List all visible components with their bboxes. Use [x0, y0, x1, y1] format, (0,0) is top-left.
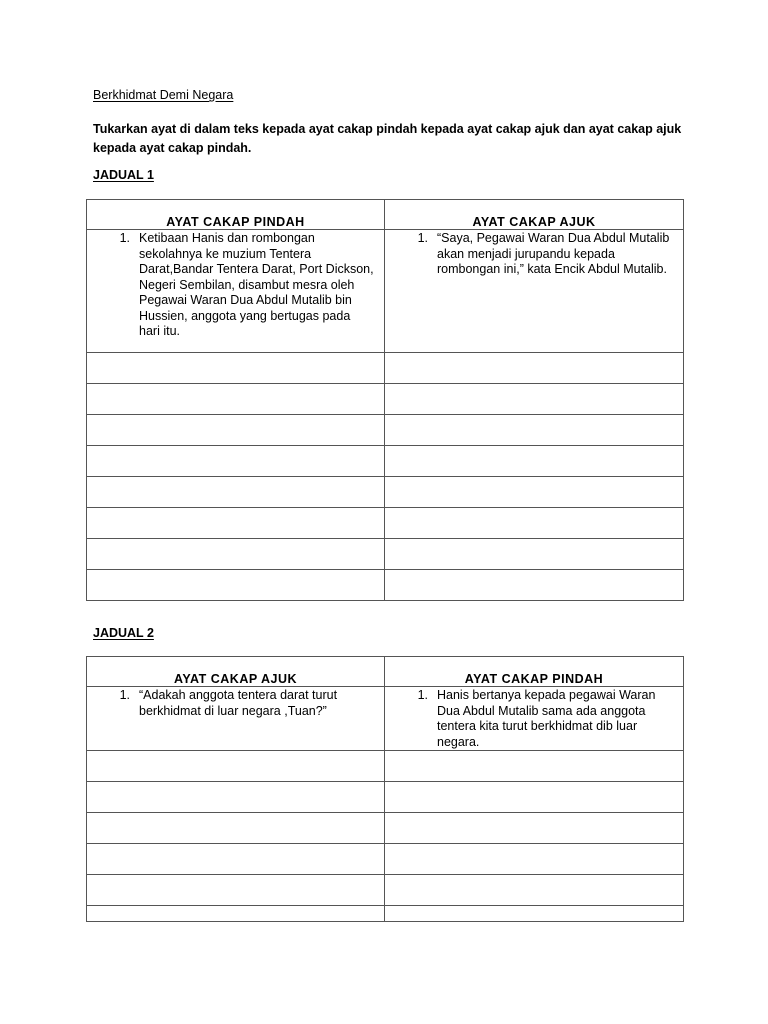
blank-row: [87, 477, 684, 508]
blank-cell: [87, 906, 385, 922]
blank-row: [87, 751, 684, 782]
item-text: “Adakah anggota tentera darat turut berkhidmat di luar negara ,Tuan?”: [139, 688, 338, 718]
blank-cell: [87, 844, 385, 875]
blank-cell: [87, 751, 385, 782]
blank-row: [87, 875, 684, 906]
column-header-cakap-ajuk: AYAT CAKAP AJUK: [385, 200, 684, 230]
item-number: 1.: [417, 231, 428, 245]
blank-cell: [385, 570, 684, 601]
blank-cell: [385, 477, 684, 508]
item-number: 1.: [119, 688, 130, 702]
list-item: [87, 230, 384, 340]
blank-cell: [385, 508, 684, 539]
blank-cell: [385, 415, 684, 446]
blank-cell: [385, 844, 684, 875]
table-header-row: [87, 657, 684, 687]
blank-cell: [87, 446, 385, 477]
jadual-1-table: [86, 199, 684, 601]
blank-cell: [87, 539, 385, 570]
blank-row: [87, 570, 684, 601]
blank-cell: [87, 782, 385, 813]
list-item: [87, 687, 384, 719]
blank-cell: [385, 906, 684, 922]
column-header-cakap-pindah: AYAT CAKAP PINDAH: [87, 200, 385, 230]
blank-cell: [385, 539, 684, 570]
table-cell: [87, 687, 385, 751]
instruction-text: Tukarkan ayat di dalam teks kepada ayat cakap pindah kepada ayat cakap ajuk dan ayat cakap ajuk kepada ayat cakap pindah.: [93, 122, 682, 155]
column-header-cakap-ajuk: AYAT CAKAP AJUK: [87, 657, 385, 687]
jadual-2-table: [86, 656, 684, 922]
jadual-1-label: JADUAL 1: [93, 168, 154, 182]
blank-cell: [385, 751, 684, 782]
table-header-row: [87, 200, 684, 230]
item-text: “Saya, Pegawai Waran Dua Abdul Mutalib akan menjadi jurupandu kepada rombongan ini,” kata Encik Abdul Mutalib.: [437, 231, 670, 276]
blank-cell: [87, 415, 385, 446]
jadual-2-label: JADUAL 2: [93, 626, 154, 640]
list-item: [385, 687, 683, 750]
blank-cell: [385, 782, 684, 813]
blank-cell: [385, 384, 684, 415]
table-cell: [385, 230, 684, 353]
blank-row: [87, 384, 684, 415]
table-cell: [87, 230, 385, 353]
blank-row: [87, 906, 684, 922]
blank-row: [87, 813, 684, 844]
table-row: [87, 230, 684, 353]
blank-cell: [87, 353, 385, 384]
blank-cell: [87, 875, 385, 906]
blank-row: [87, 539, 684, 570]
blank-row: [87, 782, 684, 813]
blank-row: [87, 844, 684, 875]
table-row: [87, 687, 684, 751]
blank-cell: [385, 813, 684, 844]
column-header-cakap-pindah: AYAT CAKAP PINDAH: [385, 657, 684, 687]
blank-row: [87, 353, 684, 384]
blank-cell: [87, 384, 385, 415]
item-text: Hanis bertanya kepada pegawai Waran Dua Abdul Mutalib sama ada anggota tentera kita turut berkhidmat dib luar negara.: [437, 688, 656, 749]
blank-cell: [385, 446, 684, 477]
item-number: 1.: [119, 231, 130, 245]
blank-cell: [87, 813, 385, 844]
list-item: [385, 230, 683, 278]
document-title: Berkhidmat Demi Negara: [93, 88, 234, 102]
table-cell: [385, 687, 684, 751]
item-number: 1.: [417, 688, 428, 702]
blank-row: [87, 508, 684, 539]
blank-row: [87, 415, 684, 446]
blank-cell: [385, 875, 684, 906]
blank-cell: [87, 508, 385, 539]
blank-row: [87, 446, 684, 477]
item-text: Ketibaan Hanis dan rombongan sekolahnya ke muzium Tentera Darat,Bandar Tentera Darat, Port Dickson, Negeri Sembilan, disambut mesra oleh Pegawai Waran Dua Abdul Mutalib bin Hussien, anggota yang bertugas pada hari itu.: [139, 231, 374, 338]
blank-cell: [87, 570, 385, 601]
blank-cell: [87, 477, 385, 508]
blank-cell: [385, 353, 684, 384]
